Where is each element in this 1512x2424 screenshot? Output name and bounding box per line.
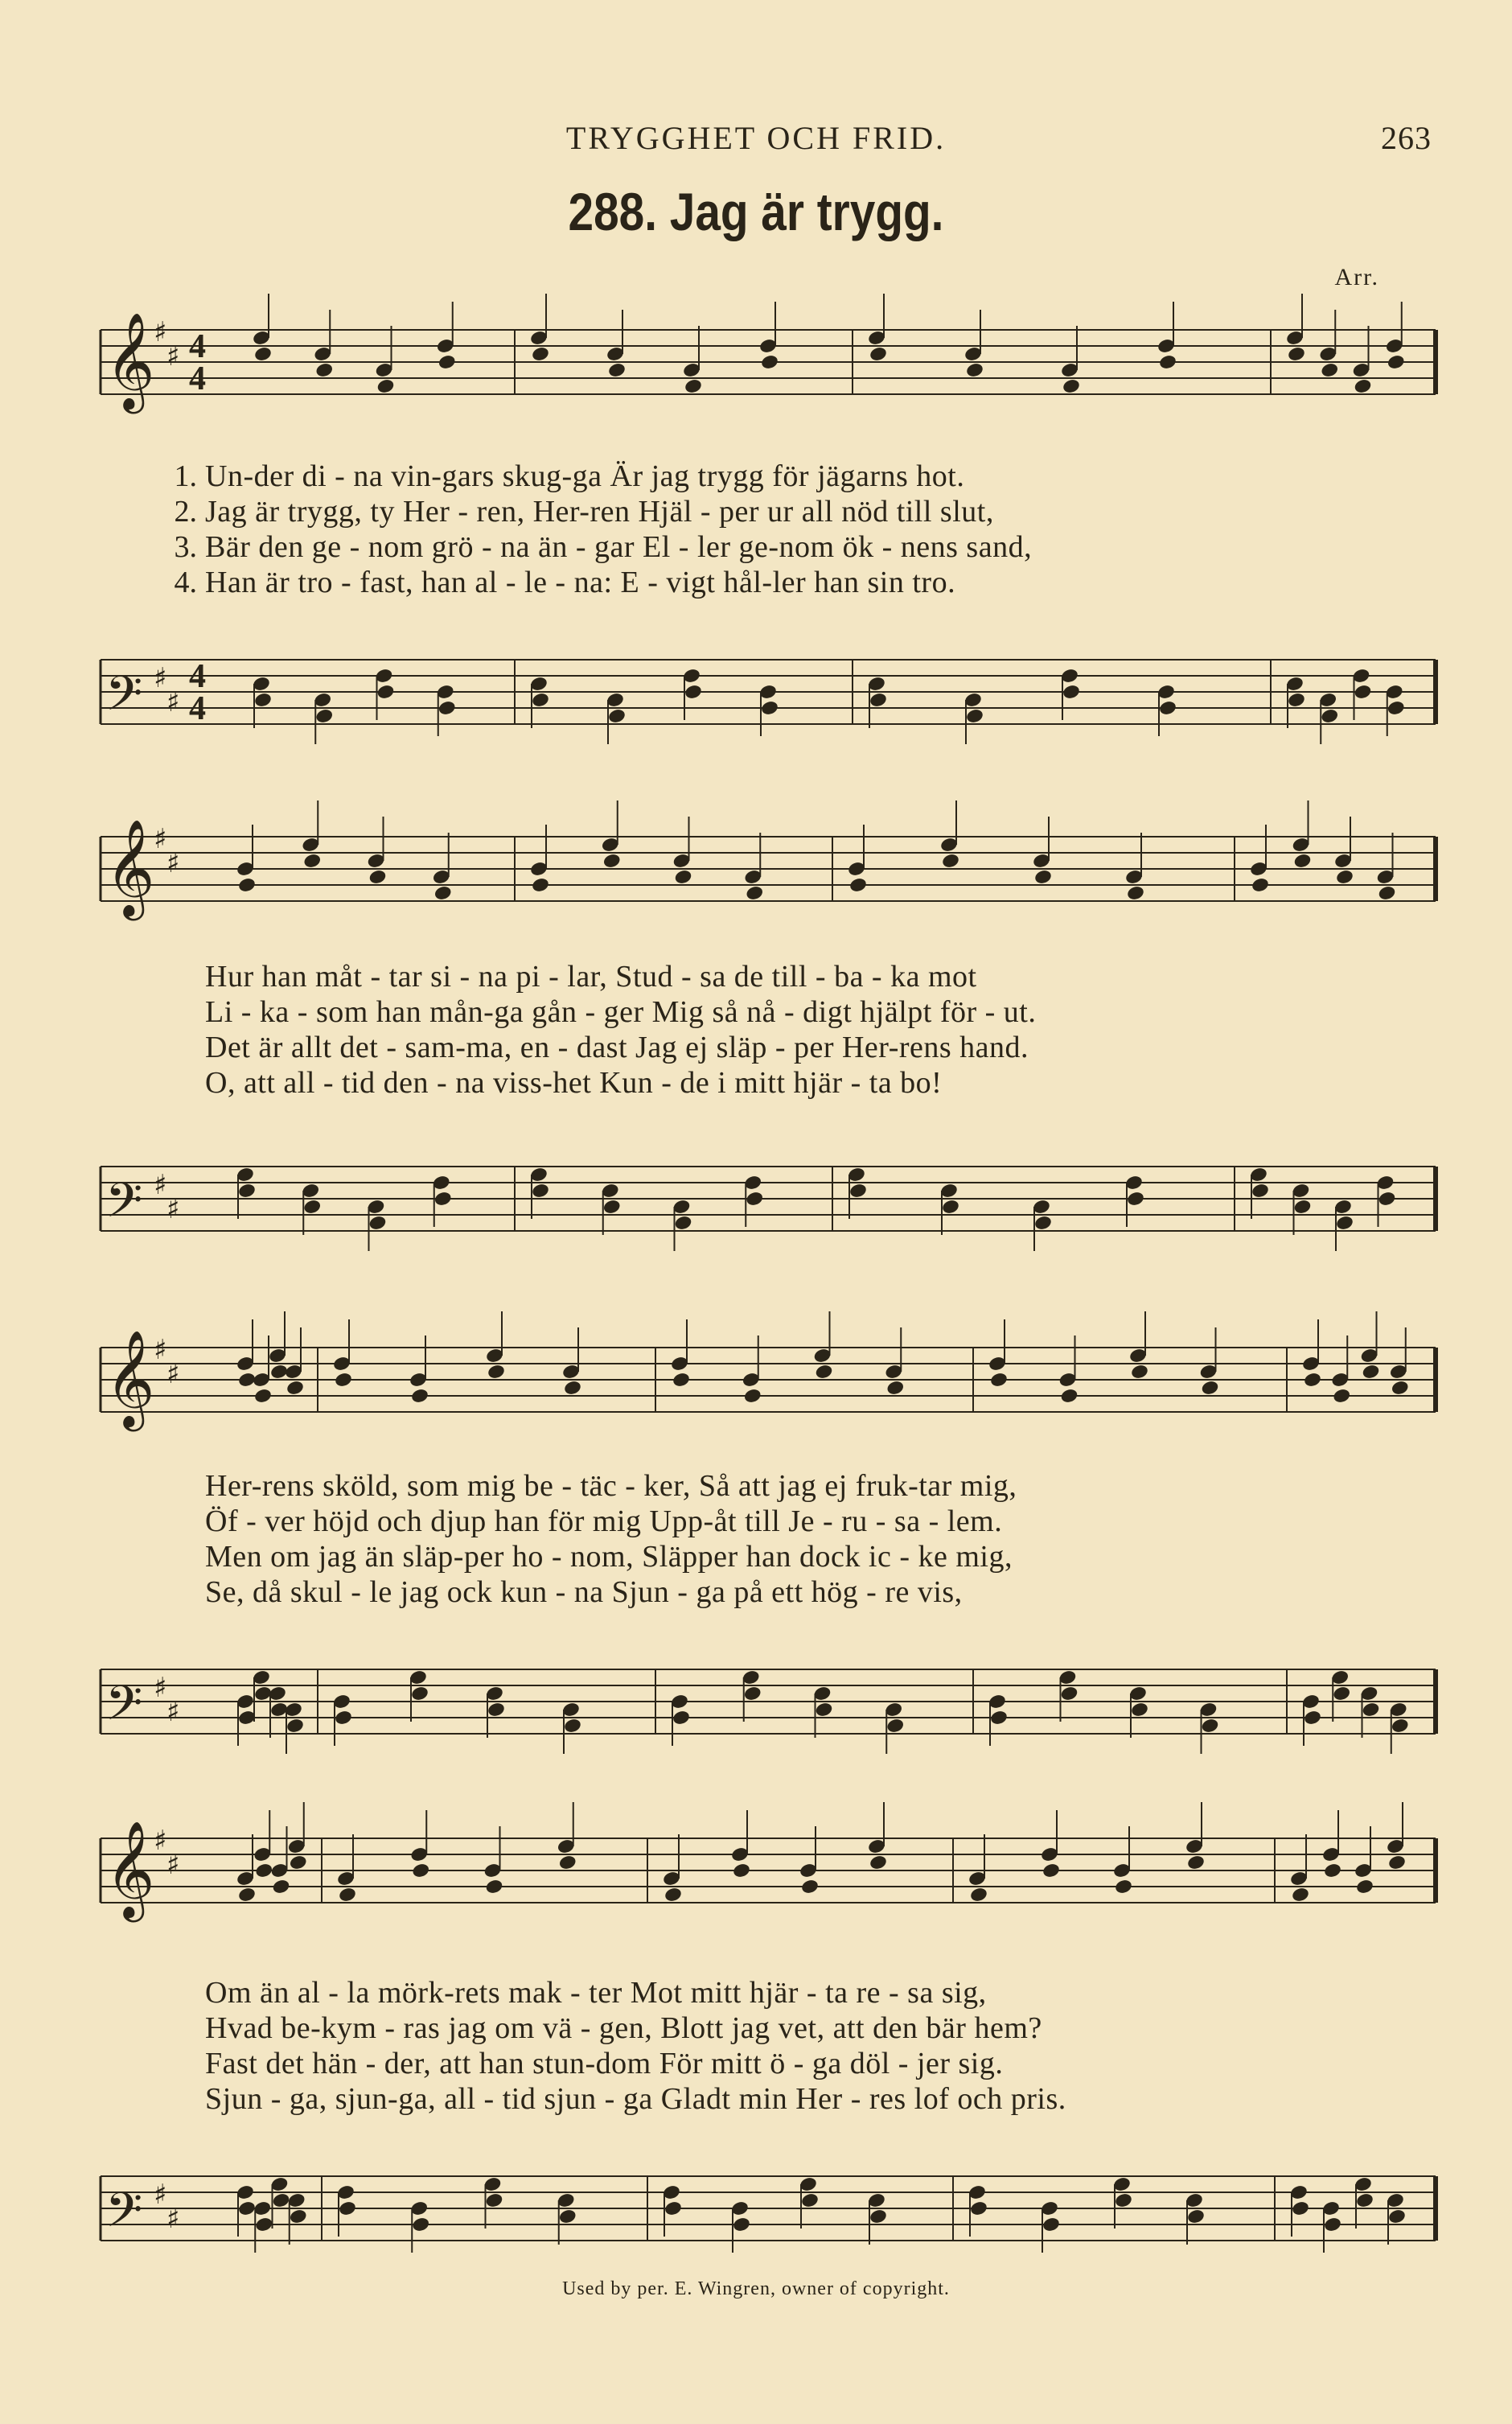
note-head	[253, 1388, 273, 1405]
note-head	[1391, 1380, 1410, 1397]
note-head	[969, 1887, 988, 1903]
note-head	[334, 1372, 353, 1389]
note-head	[269, 1364, 289, 1381]
note-head	[1387, 2208, 1407, 2225]
music-system	[84, 1806, 1436, 2257]
time-signature-digit: 4	[189, 328, 206, 365]
note-head	[1033, 1215, 1053, 1232]
note-head	[941, 853, 960, 870]
note-head	[848, 1183, 868, 1200]
note-head	[965, 362, 984, 379]
note-head	[433, 885, 453, 902]
note-head	[1201, 1718, 1220, 1735]
note-head	[1060, 1388, 1079, 1405]
sharp-sign: ♯	[154, 1169, 167, 1201]
note-head	[684, 684, 703, 701]
note-head	[254, 2216, 273, 2233]
note-head	[869, 2208, 888, 2225]
sharp-sign: ♯	[154, 1825, 167, 1857]
note-head	[1391, 1718, 1410, 1735]
note-head	[1387, 354, 1406, 371]
music-system	[84, 1315, 1436, 1766]
note-head	[674, 869, 693, 886]
note-head	[376, 684, 396, 701]
note-head	[411, 1862, 430, 1879]
time-signature-digit: 4	[189, 360, 206, 397]
sharp-sign: ♯	[154, 823, 167, 855]
note-head	[885, 1718, 905, 1735]
time-signature-digit: 4	[189, 658, 206, 695]
note-head	[563, 1380, 582, 1397]
lyric-text: Un-der di - na vin-gars skug-ga Är jag trygg för jägarns hot.	[205, 459, 965, 493]
note-head	[368, 1215, 388, 1232]
treble-staff	[84, 1806, 1436, 1935]
note-head	[1362, 1364, 1381, 1381]
note-head	[289, 1854, 308, 1871]
note-head	[869, 346, 888, 363]
note-head	[286, 1380, 305, 1397]
note-head	[1158, 700, 1177, 717]
note-head	[743, 1685, 762, 1702]
sharp-sign: ♯	[154, 662, 167, 694]
section-heading: TRYGGHET OCH FRID.	[565, 120, 947, 156]
lyric-text: Öf - ver höjd och djup han för mig Upp-åt till Je - ru - sa - lem.	[205, 1504, 1003, 1538]
note-head	[302, 1199, 322, 1216]
lyric-text: Han är tro - fast, han al - le - na: E - vigt hål-ler han sin tro.	[205, 566, 956, 599]
note-head	[368, 869, 388, 886]
note-head	[1287, 346, 1306, 363]
sharp-sign: ♯	[166, 340, 180, 372]
note-head	[558, 2208, 577, 2225]
note-head	[1114, 2192, 1133, 2209]
treble-staff	[84, 298, 1436, 426]
note-head	[558, 1854, 577, 1871]
note-head	[1387, 1854, 1407, 1871]
sharp-sign: ♯	[166, 1849, 180, 1881]
arranger-note: Arr.	[1334, 264, 1379, 290]
note-head	[1332, 1388, 1351, 1405]
note-head	[941, 1199, 960, 1216]
note-head	[1060, 1685, 1079, 1702]
copyright-credit: Used by per. E. Wingren, owner of copyright.	[562, 2278, 950, 2299]
note-head	[800, 1879, 820, 1895]
note-head	[672, 1372, 691, 1389]
note-head	[314, 362, 334, 379]
note-head	[1320, 362, 1339, 379]
note-head	[1291, 2200, 1310, 2217]
note-head	[286, 1718, 305, 1735]
note-head	[237, 1887, 257, 1903]
sharp-sign: ♯	[166, 1696, 180, 1728]
note-head	[1062, 378, 1081, 395]
lyric-text: Fast det hän - der, att han stun-dom För mitt ö - ga döl - jer sig.	[205, 2047, 1004, 2080]
sharp-sign: ♯	[166, 2203, 180, 2235]
note-head	[1130, 1702, 1149, 1718]
note-head	[334, 1710, 353, 1726]
note-head	[602, 1199, 622, 1216]
lyric-text: Hvad be-kym - ras jag om vä - gen, Blott jag vet, att den bär hem?	[205, 2011, 1042, 2045]
hymn-title: 288. Jag är trygg.	[568, 182, 944, 241]
note-head	[1355, 2192, 1374, 2209]
note-head	[338, 2200, 357, 2217]
note-head	[1323, 2216, 1342, 2233]
note-head	[253, 692, 273, 709]
note-head	[1354, 378, 1373, 395]
note-head	[1186, 1854, 1206, 1871]
sharp-sign: ♯	[166, 847, 180, 879]
note-head	[433, 1191, 453, 1208]
lyric-text: Hur han måt - tar si - na pi - lar, Stud - sa de till - ba - ka mot	[205, 960, 977, 994]
bass-staff	[84, 1637, 1436, 1766]
note-head	[563, 1718, 582, 1735]
note-head	[1033, 869, 1053, 886]
time-signature-digit: 4	[189, 690, 206, 727]
lyric-text: Jag är trygg, ty Her - ren, Her-ren Hjäl - per ur all nöd till slut,	[205, 495, 994, 529]
note-head	[376, 378, 396, 395]
note-head	[732, 2216, 751, 2233]
page-number: 263	[1381, 120, 1432, 156]
verse-number: 2.	[174, 495, 197, 529]
note-head	[732, 1862, 751, 1879]
verse-number: 1.	[174, 459, 197, 493]
note-head	[674, 1215, 693, 1232]
note-head	[410, 1388, 429, 1405]
note-head	[1293, 853, 1313, 870]
bass-clef: 𝄢	[105, 1675, 143, 1743]
note-head	[531, 877, 550, 894]
note-head	[760, 700, 779, 717]
treble-staff	[84, 805, 1436, 933]
bass-clef: 𝄢	[105, 1172, 143, 1240]
note-head	[1251, 1183, 1270, 1200]
note-head	[1303, 1710, 1322, 1726]
note-head	[237, 1372, 257, 1389]
bass-staff	[84, 2144, 1436, 2273]
note-head	[743, 1388, 762, 1405]
note-head	[1354, 684, 1373, 701]
note-head	[672, 1710, 691, 1726]
note-head	[965, 708, 984, 725]
note-head	[989, 1372, 1009, 1389]
note-head	[237, 2200, 257, 2217]
note-head	[607, 362, 627, 379]
note-head	[253, 346, 273, 363]
note-head	[1320, 708, 1339, 725]
verse-number: 3.	[174, 530, 197, 564]
note-head	[869, 1854, 888, 1871]
note-head	[487, 1702, 506, 1718]
lyric-text: Det är allt det - sam-ma, en - dast Jag ej släp - per Her-rens hand.	[205, 1031, 1029, 1064]
note-head	[1335, 869, 1354, 886]
note-head	[254, 1862, 273, 1879]
note-head	[684, 378, 703, 395]
note-head	[1251, 877, 1270, 894]
sharp-sign: ♯	[154, 316, 167, 348]
sharp-sign: ♯	[154, 1334, 167, 1366]
note-head	[1287, 692, 1306, 709]
note-head	[989, 1710, 1009, 1726]
note-head	[487, 1364, 506, 1381]
note-head	[1387, 700, 1406, 717]
note-head	[1062, 684, 1081, 701]
note-head	[607, 708, 627, 725]
note-head	[1378, 1191, 1397, 1208]
treble-clef: 𝄞	[105, 818, 155, 916]
note-head	[1355, 1879, 1374, 1895]
note-head	[411, 2216, 430, 2233]
note-head	[272, 1879, 291, 1895]
note-head	[1323, 1862, 1342, 1879]
note-head	[1293, 1199, 1313, 1216]
note-head	[531, 346, 550, 363]
note-head	[1042, 2216, 1061, 2233]
note-head	[1291, 1887, 1310, 1903]
note-head	[1158, 354, 1177, 371]
treble-clef: 𝄞	[105, 311, 155, 409]
sharp-sign: ♯	[154, 2179, 167, 2211]
note-head	[438, 354, 457, 371]
note-head	[485, 2192, 504, 2209]
bass-clef: 𝄢	[105, 2182, 143, 2249]
lyric-text: Her-rens sköld, som mig be - täc - ker, Så att jag ej fruk-tar mig,	[205, 1469, 1017, 1503]
note-head	[302, 853, 322, 870]
lyric-text: Bär den ge - nom grö - na än - gar El - ler ge-nom ök - nens sand,	[205, 530, 1033, 564]
note-head	[438, 700, 457, 717]
treble-clef: 𝄞	[105, 1820, 155, 1918]
note-head	[760, 354, 779, 371]
note-head	[1130, 1364, 1149, 1381]
treble-staff	[84, 1315, 1436, 1444]
note-head	[410, 1685, 429, 1702]
bass-clef: 𝄢	[105, 665, 143, 733]
verse-number: 4.	[174, 566, 197, 599]
note-head	[815, 1702, 834, 1718]
note-head	[815, 1364, 834, 1381]
note-head	[664, 1887, 683, 1903]
note-head	[237, 877, 257, 894]
note-head	[869, 692, 888, 709]
lyric-text: Men om jag än släp-per ho - nom, Släpper han dock ic - ke mig,	[205, 1540, 1013, 1574]
note-head	[314, 708, 334, 725]
note-head	[338, 1887, 357, 1903]
note-head	[237, 1183, 257, 1200]
lyric-text: O, att all - tid den - na viss-het Kun - de i mitt hjär - ta bo!	[205, 1066, 943, 1100]
note-head	[1201, 1380, 1220, 1397]
note-head	[1378, 885, 1397, 902]
lyric-text: Om än al - la mörk-rets mak - ter Mot mitt hjär - ta re - sa sig,	[205, 1976, 987, 2010]
note-head	[602, 853, 622, 870]
note-head	[800, 2192, 820, 2209]
sharp-sign: ♯	[166, 1358, 180, 1390]
note-head	[485, 1879, 504, 1895]
note-head	[1126, 1191, 1145, 1208]
lyric-text: Se, då skul - le jag ock kun - na Sjun - ga på ett hög - re vis,	[205, 1575, 963, 1609]
music-system	[84, 805, 1436, 1255]
sharp-sign: ♯	[154, 1672, 167, 1704]
note-head	[1042, 1862, 1061, 1879]
bass-staff	[84, 1134, 1436, 1263]
note-head	[1332, 1685, 1351, 1702]
lyric-text: Li - ka - som han mån-ga gån - ger Mig så nå - digt hjälpt för - ut.	[205, 995, 1037, 1029]
note-head	[272, 2192, 291, 2209]
note-head	[1114, 1879, 1133, 1895]
note-head	[1362, 1702, 1381, 1718]
note-head	[885, 1380, 905, 1397]
note-head	[848, 877, 868, 894]
note-head	[1335, 1215, 1354, 1232]
note-head	[969, 2200, 988, 2217]
sharp-sign: ♯	[166, 1193, 180, 1225]
note-head	[1126, 885, 1145, 902]
lyric-text: Sjun - ga, sjun-ga, all - tid sjun - ga Gladt min Her - res lof och pris.	[205, 2082, 1066, 2116]
note-head	[664, 2200, 683, 2217]
note-head	[531, 1183, 550, 1200]
bass-staff	[84, 628, 1436, 756]
note-head	[289, 2208, 308, 2225]
sharp-sign: ♯	[166, 686, 180, 718]
note-head	[745, 1191, 764, 1208]
treble-clef: 𝄞	[105, 1329, 155, 1427]
note-head	[1186, 2208, 1206, 2225]
note-head	[1303, 1372, 1322, 1389]
music-system	[84, 298, 1436, 732]
note-head	[531, 692, 550, 709]
note-head	[745, 885, 764, 902]
